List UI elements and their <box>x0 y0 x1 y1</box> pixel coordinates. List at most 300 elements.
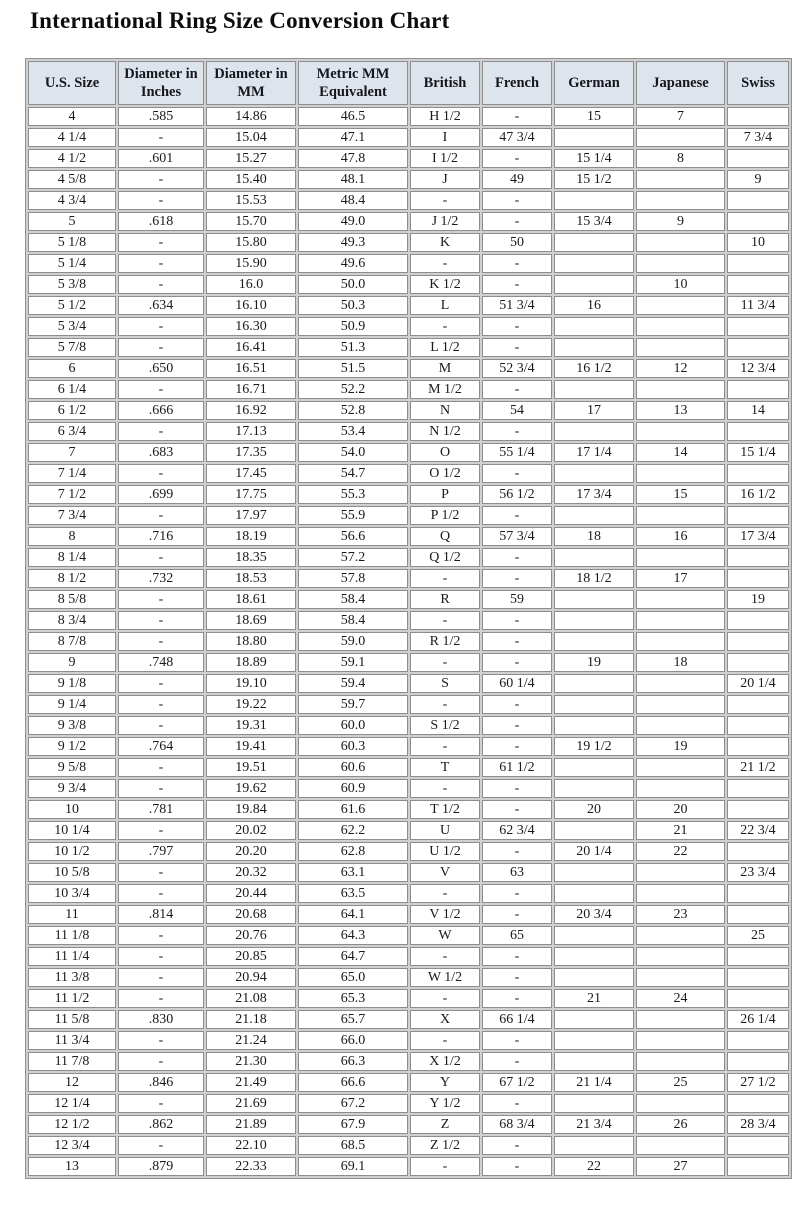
table-row <box>28 380 789 399</box>
cell: - <box>118 611 204 630</box>
cell <box>636 191 725 210</box>
ring-size-conversion-table <box>25 58 792 1179</box>
cell <box>727 422 789 441</box>
cell: - <box>118 695 204 714</box>
table-row <box>28 1031 789 1050</box>
cell: - <box>482 464 552 483</box>
cell: K <box>410 233 480 252</box>
cell: 16.10 <box>206 296 296 315</box>
cell: 6 <box>28 359 116 378</box>
cell: 6 1/4 <box>28 380 116 399</box>
cell: 12 1/4 <box>28 1094 116 1113</box>
cell <box>727 968 789 987</box>
cell <box>636 968 725 987</box>
page-title: International Ring Size Conversion Chart <box>30 8 450 33</box>
table-row <box>28 464 789 483</box>
cell: 60 1/4 <box>482 674 552 693</box>
cell: 15 1/2 <box>554 170 634 189</box>
table-row <box>28 674 789 693</box>
cell <box>636 716 725 735</box>
cell: 5 1/8 <box>28 233 116 252</box>
cell: - <box>482 317 552 336</box>
cell: 62.8 <box>298 842 408 861</box>
cell: 11 1/8 <box>28 926 116 945</box>
cell: 27 <box>636 1157 725 1176</box>
cell <box>554 947 634 966</box>
table-row <box>28 590 789 609</box>
cell: 46.5 <box>298 107 408 126</box>
cell <box>554 380 634 399</box>
table-row <box>28 296 789 315</box>
cell: .666 <box>118 401 204 420</box>
cell: - <box>118 170 204 189</box>
cell: 21 <box>554 989 634 1008</box>
cell: - <box>482 779 552 798</box>
cell: - <box>482 695 552 714</box>
table-row <box>28 611 789 630</box>
cell <box>636 548 725 567</box>
cell: 4 <box>28 107 116 126</box>
table-row <box>28 1073 789 1092</box>
cell: - <box>410 317 480 336</box>
cell <box>727 107 789 126</box>
cell: - <box>482 1031 552 1050</box>
cell: 10 3/4 <box>28 884 116 903</box>
cell <box>554 464 634 483</box>
table-row <box>28 128 789 147</box>
cell: - <box>482 1157 552 1176</box>
cell: L 1/2 <box>410 338 480 357</box>
cell: 7 <box>636 107 725 126</box>
cell: 11 5/8 <box>28 1010 116 1029</box>
cell: 61.6 <box>298 800 408 819</box>
cell: 9 1/4 <box>28 695 116 714</box>
cell: 21 <box>636 821 725 840</box>
cell: - <box>118 548 204 567</box>
cell: 7 1/2 <box>28 485 116 504</box>
cell <box>727 905 789 924</box>
cell <box>554 506 634 525</box>
cell: - <box>118 275 204 294</box>
cell: - <box>482 506 552 525</box>
cell: 15.80 <box>206 233 296 252</box>
cell: - <box>410 191 480 210</box>
cell: 67.9 <box>298 1115 408 1134</box>
table-row <box>28 653 789 672</box>
table-row <box>28 107 789 126</box>
cell <box>554 191 634 210</box>
cell: .699 <box>118 485 204 504</box>
cell: 20 <box>636 800 725 819</box>
cell <box>727 149 789 168</box>
cell: - <box>118 380 204 399</box>
cell: 69.1 <box>298 1157 408 1176</box>
cell <box>727 695 789 714</box>
column-header-8: Swiss <box>727 61 789 105</box>
cell <box>636 611 725 630</box>
table-row <box>28 401 789 420</box>
cell: 16.71 <box>206 380 296 399</box>
column-header-1: Diameter in Inches <box>118 61 204 105</box>
cell: - <box>118 1094 204 1113</box>
cell: 8 3/4 <box>28 611 116 630</box>
cell: 5 3/8 <box>28 275 116 294</box>
cell: 13 <box>28 1157 116 1176</box>
cell <box>554 674 634 693</box>
cell: - <box>118 464 204 483</box>
cell: 11 3/4 <box>28 1031 116 1050</box>
cell <box>636 422 725 441</box>
cell <box>554 548 634 567</box>
cell: - <box>482 548 552 567</box>
cell: - <box>482 149 552 168</box>
cell <box>554 758 634 777</box>
cell: 5 1/4 <box>28 254 116 273</box>
cell: 22.10 <box>206 1136 296 1155</box>
cell: - <box>482 737 552 756</box>
cell: 19 <box>636 737 725 756</box>
cell <box>554 1010 634 1029</box>
cell: 65 <box>482 926 552 945</box>
cell: 50 <box>482 233 552 252</box>
cell: 20.94 <box>206 968 296 987</box>
cell <box>727 275 789 294</box>
cell: 48.4 <box>298 191 408 210</box>
cell <box>636 947 725 966</box>
cell: .683 <box>118 443 204 462</box>
cell: - <box>118 947 204 966</box>
cell: 20.85 <box>206 947 296 966</box>
cell: 60.6 <box>298 758 408 777</box>
cell: Y 1/2 <box>410 1094 480 1113</box>
cell: 17.45 <box>206 464 296 483</box>
cell: 66 1/4 <box>482 1010 552 1029</box>
cell: 17.75 <box>206 485 296 504</box>
cell: Q <box>410 527 480 546</box>
cell: 7 1/4 <box>28 464 116 483</box>
cell: 10 <box>636 275 725 294</box>
cell <box>636 926 725 945</box>
cell: 58.4 <box>298 590 408 609</box>
cell: 67.2 <box>298 1094 408 1113</box>
cell: 5 1/2 <box>28 296 116 315</box>
cell: .601 <box>118 149 204 168</box>
cell: .634 <box>118 296 204 315</box>
cell: - <box>410 1157 480 1176</box>
cell: 15.04 <box>206 128 296 147</box>
cell: 9 5/8 <box>28 758 116 777</box>
cell: 9 <box>636 212 725 231</box>
cell: - <box>118 968 204 987</box>
cell: 55.3 <box>298 485 408 504</box>
cell <box>727 884 789 903</box>
column-header-3: Metric MM Equivalent <box>298 61 408 105</box>
table-row <box>28 191 789 210</box>
cell: 57.2 <box>298 548 408 567</box>
cell: 64.3 <box>298 926 408 945</box>
cell: 8 <box>636 149 725 168</box>
column-header-0: U.S. Size <box>28 61 116 105</box>
cell: 18.89 <box>206 653 296 672</box>
cell: P <box>410 485 480 504</box>
table-row <box>28 1136 789 1155</box>
cell: 28 3/4 <box>727 1115 789 1134</box>
cell: - <box>410 779 480 798</box>
cell: 16 <box>636 527 725 546</box>
cell: 18 <box>554 527 634 546</box>
cell: 15 1/4 <box>554 149 634 168</box>
cell: - <box>118 233 204 252</box>
cell: 11 1/4 <box>28 947 116 966</box>
cell: - <box>482 905 552 924</box>
cell: - <box>118 191 204 210</box>
table-row <box>28 1115 789 1134</box>
cell: 56 1/2 <box>482 485 552 504</box>
cell: 22 <box>554 1157 634 1176</box>
cell: - <box>482 716 552 735</box>
cell: .585 <box>118 107 204 126</box>
cell <box>554 590 634 609</box>
cell: Q 1/2 <box>410 548 480 567</box>
table-row <box>28 842 789 861</box>
cell: - <box>482 569 552 588</box>
cell: M 1/2 <box>410 380 480 399</box>
cell: J 1/2 <box>410 212 480 231</box>
cell: 9 3/4 <box>28 779 116 798</box>
cell: I 1/2 <box>410 149 480 168</box>
cell: - <box>118 989 204 1008</box>
cell: 12 1/2 <box>28 1115 116 1134</box>
cell: - <box>482 191 552 210</box>
table-row <box>28 1157 789 1176</box>
cell: 11 1/2 <box>28 989 116 1008</box>
cell <box>636 170 725 189</box>
cell: - <box>410 1031 480 1050</box>
cell: 4 1/4 <box>28 128 116 147</box>
cell: - <box>118 716 204 735</box>
cell: 59.4 <box>298 674 408 693</box>
cell <box>636 338 725 357</box>
cell: 6 1/2 <box>28 401 116 420</box>
cell: 5 3/4 <box>28 317 116 336</box>
cell: - <box>410 947 480 966</box>
cell: 26 <box>636 1115 725 1134</box>
cell: 19.84 <box>206 800 296 819</box>
cell: 15.40 <box>206 170 296 189</box>
cell: 9 <box>28 653 116 672</box>
cell: 20.32 <box>206 863 296 882</box>
cell: 14.86 <box>206 107 296 126</box>
cell: 19 1/2 <box>554 737 634 756</box>
cell <box>727 1157 789 1176</box>
cell: 56.6 <box>298 527 408 546</box>
cell <box>727 800 789 819</box>
cell: - <box>482 338 552 357</box>
cell <box>554 338 634 357</box>
cell: - <box>118 779 204 798</box>
cell: 65.0 <box>298 968 408 987</box>
cell: 27 1/2 <box>727 1073 789 1092</box>
cell: Z 1/2 <box>410 1136 480 1155</box>
cell: 10 <box>28 800 116 819</box>
cell: V 1/2 <box>410 905 480 924</box>
cell <box>636 317 725 336</box>
table-row <box>28 863 789 882</box>
cell: - <box>482 275 552 294</box>
cell: 63 <box>482 863 552 882</box>
table-row <box>28 443 789 462</box>
cell: I <box>410 128 480 147</box>
cell <box>554 863 634 882</box>
cell: Z <box>410 1115 480 1134</box>
cell <box>554 275 634 294</box>
cell: 47.1 <box>298 128 408 147</box>
cell: 66.3 <box>298 1052 408 1071</box>
cell: 16.30 <box>206 317 296 336</box>
cell <box>727 632 789 651</box>
cell: - <box>410 737 480 756</box>
cell <box>636 1010 725 1029</box>
cell <box>636 695 725 714</box>
cell: 50.0 <box>298 275 408 294</box>
table-row <box>28 506 789 525</box>
cell: 19 <box>554 653 634 672</box>
cell: 4 5/8 <box>28 170 116 189</box>
cell: 17 <box>636 569 725 588</box>
cell: 20.68 <box>206 905 296 924</box>
cell: 12 <box>636 359 725 378</box>
cell <box>636 632 725 651</box>
cell <box>554 1031 634 1050</box>
cell: .879 <box>118 1157 204 1176</box>
cell: 55.9 <box>298 506 408 525</box>
cell: 12 3/4 <box>28 1136 116 1155</box>
table-row <box>28 275 789 294</box>
cell: O <box>410 443 480 462</box>
cell: S <box>410 674 480 693</box>
cell: 10 1/2 <box>28 842 116 861</box>
cell: 11 3/8 <box>28 968 116 987</box>
cell <box>636 1031 725 1050</box>
cell: 11 3/4 <box>727 296 789 315</box>
table-row <box>28 926 789 945</box>
table-row <box>28 422 789 441</box>
table-row <box>28 170 789 189</box>
cell <box>727 737 789 756</box>
cell: 21.69 <box>206 1094 296 1113</box>
cell <box>554 632 634 651</box>
cell: 15.70 <box>206 212 296 231</box>
cell <box>554 317 634 336</box>
cell <box>554 926 634 945</box>
cell: 20 3/4 <box>554 905 634 924</box>
cell: 16 1/2 <box>554 359 634 378</box>
cell <box>554 968 634 987</box>
cell: 18.61 <box>206 590 296 609</box>
cell <box>727 1136 789 1155</box>
cell: 25 <box>727 926 789 945</box>
table-row <box>28 527 789 546</box>
cell: - <box>410 254 480 273</box>
cell: - <box>482 989 552 1008</box>
cell <box>727 1094 789 1113</box>
table-row <box>28 338 789 357</box>
cell: - <box>118 758 204 777</box>
table-row <box>28 968 789 987</box>
cell: 25 <box>636 1073 725 1092</box>
column-header-7: Japanese <box>636 61 725 105</box>
cell: .830 <box>118 1010 204 1029</box>
cell: 54.7 <box>298 464 408 483</box>
cell: 52 3/4 <box>482 359 552 378</box>
cell: X <box>410 1010 480 1029</box>
cell: .748 <box>118 653 204 672</box>
cell: - <box>482 842 552 861</box>
cell: 17.13 <box>206 422 296 441</box>
cell <box>727 947 789 966</box>
cell: 17 <box>554 401 634 420</box>
cell: 59.7 <box>298 695 408 714</box>
cell: 16.51 <box>206 359 296 378</box>
cell: - <box>410 989 480 1008</box>
cell: 54 <box>482 401 552 420</box>
cell: 18.53 <box>206 569 296 588</box>
cell: U 1/2 <box>410 842 480 861</box>
cell <box>636 296 725 315</box>
cell: L <box>410 296 480 315</box>
cell: 21 3/4 <box>554 1115 634 1134</box>
cell: 9 3/8 <box>28 716 116 735</box>
cell <box>636 254 725 273</box>
cell: 64.7 <box>298 947 408 966</box>
cell: 19.22 <box>206 695 296 714</box>
cell: 60.9 <box>298 779 408 798</box>
cell: .814 <box>118 905 204 924</box>
column-header-2: Diameter in MM <box>206 61 296 105</box>
cell <box>554 884 634 903</box>
cell: 6 3/4 <box>28 422 116 441</box>
cell: W <box>410 926 480 945</box>
cell: 59.0 <box>298 632 408 651</box>
cell: - <box>118 422 204 441</box>
cell: 8 <box>28 527 116 546</box>
cell: 20 <box>554 800 634 819</box>
cell: 68 3/4 <box>482 1115 552 1134</box>
table-row <box>28 1010 789 1029</box>
cell: P 1/2 <box>410 506 480 525</box>
table-row <box>28 695 789 714</box>
cell <box>727 464 789 483</box>
cell <box>554 1052 634 1071</box>
cell: - <box>410 695 480 714</box>
table-row <box>28 212 789 231</box>
cell: 63.1 <box>298 863 408 882</box>
cell: 17.35 <box>206 443 296 462</box>
cell <box>636 590 725 609</box>
cell <box>636 464 725 483</box>
cell: K 1/2 <box>410 275 480 294</box>
cell: 63.5 <box>298 884 408 903</box>
cell: 16 <box>554 296 634 315</box>
cell <box>554 1094 634 1113</box>
cell <box>727 212 789 231</box>
cell <box>554 821 634 840</box>
cell: - <box>482 422 552 441</box>
cell: R 1/2 <box>410 632 480 651</box>
cell <box>727 1052 789 1071</box>
table-row <box>28 716 789 735</box>
table-row <box>28 632 789 651</box>
